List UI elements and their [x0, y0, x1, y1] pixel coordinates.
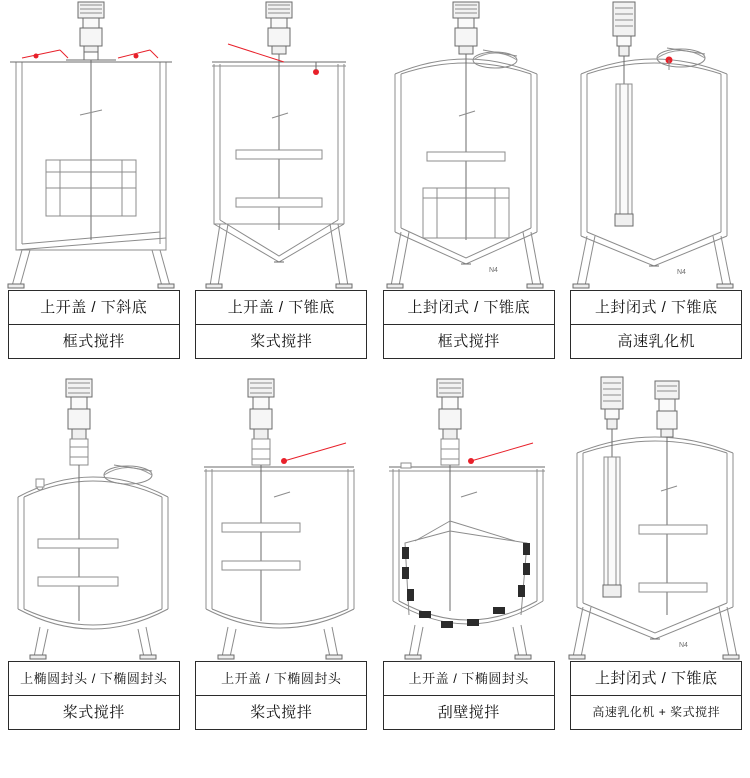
- tank-figure-2: [188, 0, 376, 290]
- tank-label-box-7: [383, 661, 555, 730]
- nozzle-tag-4: N4: [676, 269, 686, 276]
- tank-figure-6: [188, 371, 376, 661]
- tank-top-label-7: 上开盖 / 下椭圆封头: [384, 662, 554, 696]
- tank-bottom-label-5: 桨式搅拌: [62, 704, 125, 721]
- tank-figure-5: [0, 371, 188, 661]
- tank-figure-7: [375, 371, 563, 661]
- tank-cell-1: [0, 0, 188, 359]
- tank-bottom-label-2: 桨式搅拌: [250, 333, 313, 350]
- tank-bottom-label-8: 高速乳化机 + 桨式搅拌: [592, 705, 721, 719]
- tank-figure-1: [0, 0, 188, 290]
- tank-cell-5: [0, 371, 188, 730]
- tank-top-label-3: 上封闭式 / 下锥底: [384, 291, 554, 325]
- nozzle-tag-8: N4: [678, 642, 688, 649]
- tank-bottom-label-7: 刮壁搅拌: [437, 704, 500, 721]
- tank-top-label-2: 上开盖 / 下锥底: [196, 291, 366, 325]
- tank-bottom-label-6: 桨式搅拌: [250, 704, 313, 721]
- tank-cell-7: [375, 371, 563, 730]
- tank-label-box-2: [195, 290, 367, 359]
- tank-label-box-4: [570, 290, 742, 359]
- row-gap: [0, 359, 750, 371]
- tank-bottom-label-3: 框式搅拌: [437, 333, 500, 350]
- tank-figure-4: [563, 0, 750, 290]
- tank-top-label-1: 上开盖 / 下斜底: [9, 291, 179, 325]
- tank-figure-3: [375, 0, 563, 290]
- tank-top-label-6: 上开盖 / 下椭圆封头: [196, 662, 366, 696]
- tank-cell-3: [375, 0, 563, 359]
- tank-cell-8: [563, 371, 750, 730]
- diagram-row-2: [0, 371, 750, 730]
- tank-label-box-6: [195, 661, 367, 730]
- tank-label-box-8: [570, 661, 742, 730]
- tank-label-box-5: [8, 661, 180, 730]
- tank-top-label-4: 上封闭式 / 下锥底: [571, 291, 741, 325]
- tank-bottom-label-4: 高速乳化机: [617, 333, 695, 350]
- tank-cell-4: [563, 0, 750, 359]
- tank-label-box-1: [8, 290, 180, 359]
- tank-figure-8: [563, 371, 750, 661]
- diagram-row-1: [0, 0, 750, 359]
- tank-label-box-3: [383, 290, 555, 359]
- tank-bottom-label-1: 框式搅拌: [62, 333, 125, 350]
- tank-cell-2: [188, 0, 376, 359]
- tank-cell-6: [188, 371, 376, 730]
- nozzle-tag-3: N4: [489, 267, 498, 274]
- tank-top-label-8: 上封闭式 / 下锥底: [571, 662, 741, 696]
- tank-top-label-5: 上椭圆封头 / 下椭圆封头: [9, 662, 179, 696]
